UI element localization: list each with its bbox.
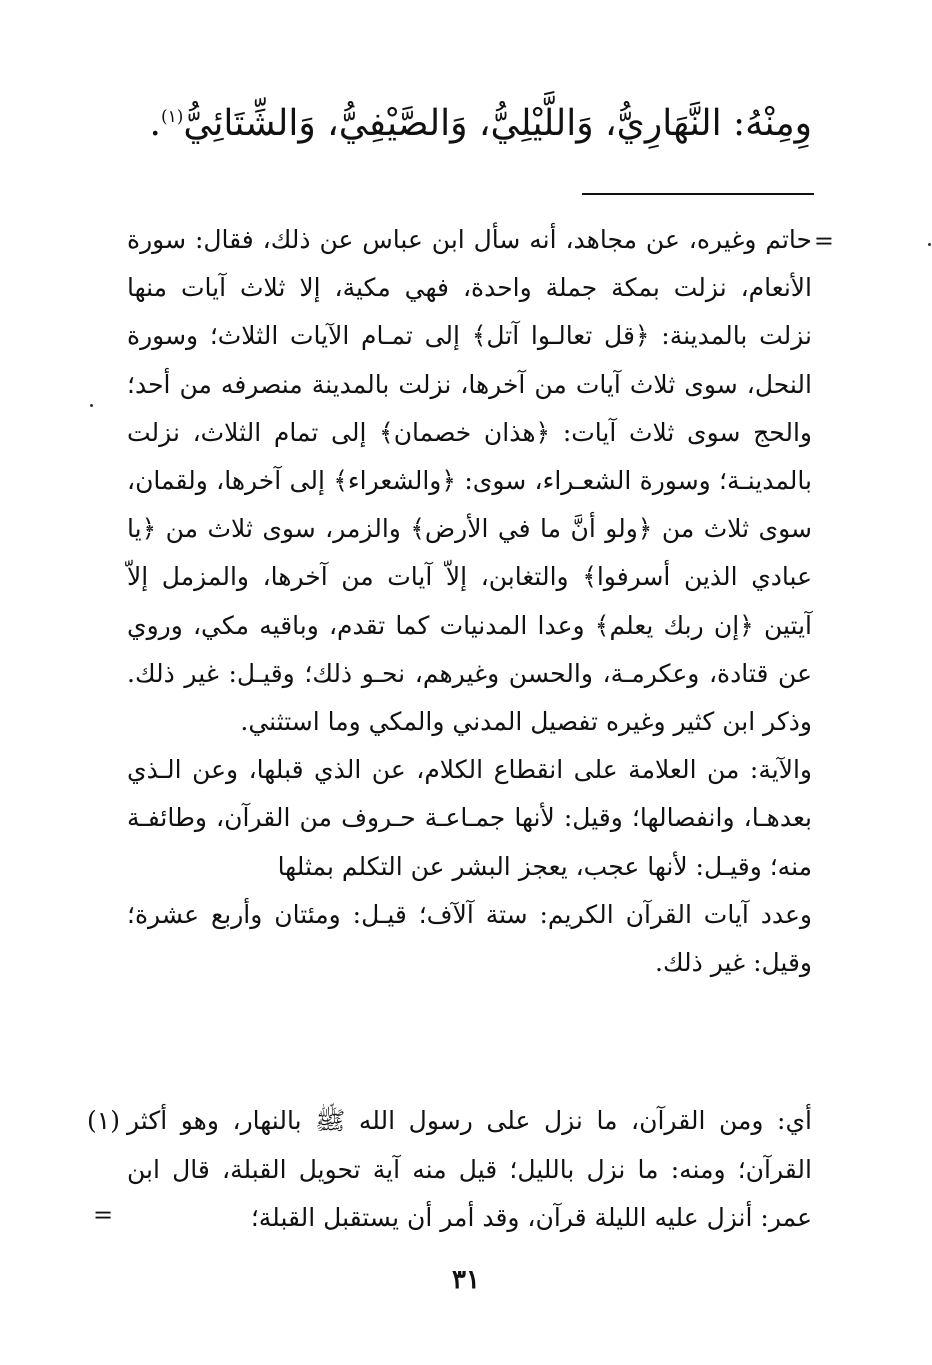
footnote-reference: (١) — [160, 107, 184, 127]
commentary-paragraph-3: وعدد آيات القرآن الكريم: ستة آلآف؛ قيـل: ومئتان وأربع عشرة؛ وقيل: غير ذلك. — [127, 899, 812, 978]
scan-speck — [90, 404, 93, 407]
commentary-paragraph-1: حاتم وغيره، عن مجاهد، أنه سأل ابن عباس عن ذلك، فقال: سورة الأنعام، نزلت بمكة جملة واحدة، فهي مكية، إلا ثلاث آيات منها نزلت بالمدينة: ﴿قل تعالـوا آتل﴾ إلى تمـام الآيات الثلاث؛ وسورة النحل، سوى ثلاث آيات من آخرها، نزلت بالمدينة منصرفه من أحد؛ والحج سوى ثلاث آيات: ﴿هذان خصمان﴾ إلى تمام الثلاث، نزلت بالمدينـة؛ وسورة الشعـراء، سوى: ﴿والشعراء﴾ إلى آخرها، ولقمان، سوى ثلاث من ﴿ولو أنَّ ما في الأرض﴾ والزمر، سوى ثلاث من ﴿يا عبادي الذين أسرفوا﴾ والتغابن، إلاّ آيات من آخرها، والمزمل إلاّ آيتين ﴿إن ربك يعلم﴾ وعدا المدنيات كما تقدم، وباقيه مكي، وروي عن قتادة، وعكرمـة، والحسن وغيرهم، نحـو ذلك؛ وقيـل: غير ذلك. وذكر ابن كثير وغيره تفصيل المدني والمكي وما استثني. — [127, 225, 812, 737]
commentary-block — [127, 216, 812, 987]
commentary-paragraph-2: والآية: من العلامة على انقطاع الكلام، عن الذي قبلها، وعن الـذي بعدهـا، وانفصالها؛ وقيل: لأنها جمـاعـة حـروف من القرآن، وطائفـة منه؛ وقيـل: لأنها عجب، يعجز البشر عن التكلم بمثلها — [127, 755, 812, 881]
footnote-number: (١) — [87, 1106, 120, 1135]
page-number: ٣١ — [452, 1265, 480, 1295]
main-text-line — [112, 96, 812, 152]
continuation-mark-bottom: = — [93, 1201, 114, 1229]
main-text-end: . — [149, 103, 161, 144]
main-text: وِمِنْهُ: النَّهَارِيُّ، وَاللَّيْلِيُّ، وَالصَّيْفِيُّ، وَالشِّتَائِيُّ — [183, 103, 812, 144]
continuation-mark-top: = — [813, 227, 834, 255]
footnote-separator — [582, 193, 814, 195]
scan-speck — [928, 243, 931, 246]
footnote-text: أي: ومن القرآن، ما نزل على رسول الله ﷺ بالنهار، وهو أكثر القرآن؛ ومنه: ما نزل بالليل؛ قيل منه آية تحويل القبلة، قال ابن عمر: أنزل عليه الليلة قرآن، وقد أمر أن يستقبل القبلة؛ — [127, 1106, 812, 1232]
